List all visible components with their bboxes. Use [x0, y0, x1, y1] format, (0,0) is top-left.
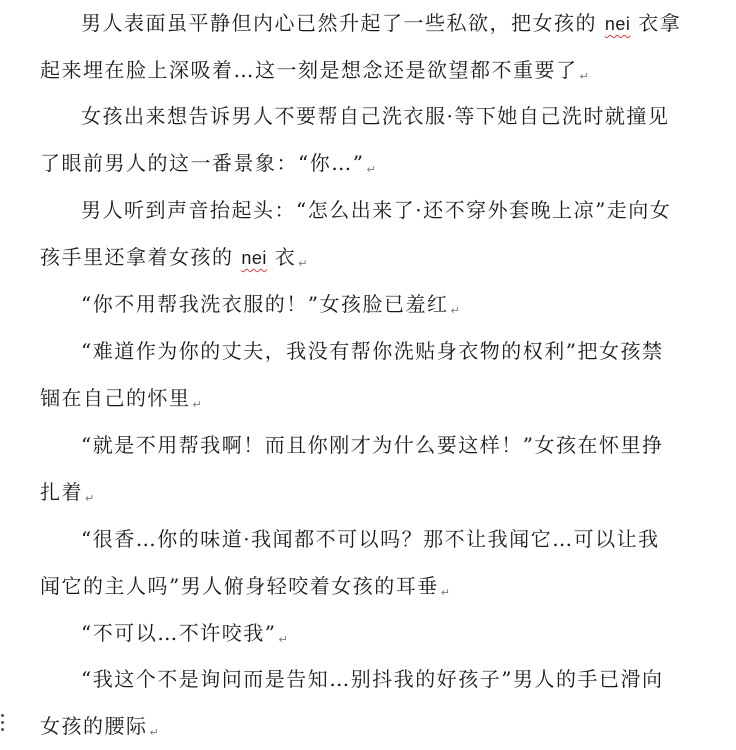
text-run: “我这个不是询问而是告知…别抖我的好孩子”男人的手已滑向 — [81, 667, 664, 691]
paragraph-2-line-1 — [81, 102, 670, 130]
paragraph-mark-icon: ↵ — [298, 257, 308, 270]
text-run: 衣 — [266, 245, 297, 269]
paragraph-5-line-1 — [81, 337, 666, 365]
paragraph-1-line-2 — [40, 56, 666, 84]
text-run: “难道作为你的丈夫，我没有帮你洗贴身衣物的权利”把女孩禁 — [81, 339, 664, 363]
paragraph-mark-icon: ↵ — [85, 492, 95, 505]
text-run: 女孩出来想告诉男人不要帮自己洗衣服·等下她自己洗时就撞见 — [81, 104, 670, 128]
text-run: 闻它的主人吗”男人俯身轻咬着女孩的耳垂 — [40, 574, 439, 598]
text-run: “你不用帮我洗衣服的！”女孩脸已羞红 — [81, 292, 449, 316]
text-run: 男人表面虽平静但内心已然升起了一些私欲，把女孩的 — [81, 11, 605, 35]
paragraph-mark-icon: ↵ — [149, 726, 159, 739]
text-run: “很香…你的味道·我闻都不可以吗？那不让我闻它…可以让我 — [81, 527, 660, 551]
paragraph-3-line-1 — [81, 196, 672, 224]
paragraph-mark-icon: ↵ — [192, 398, 202, 411]
paragraph-7-line-2 — [40, 572, 666, 600]
misspelled-word: nei — [241, 248, 267, 268]
paragraph-6-line-1 — [81, 431, 666, 459]
paragraph-3-line-2 — [40, 243, 666, 271]
paragraph-mark-icon: ↵ — [366, 163, 376, 176]
paragraph-mark-icon: ↵ — [278, 633, 288, 646]
text-run: 起来埋在脸上深吸着…这一刻是想念还是欲望都不重要了 — [40, 58, 578, 82]
paragraph-6-line-2 — [40, 478, 666, 506]
text-run: 了眼前男人的这一番景象：“你…” — [40, 151, 365, 175]
paragraph-mark-icon: ↵ — [440, 586, 450, 599]
paragraph-mark-icon: ↵ — [579, 70, 589, 83]
text-run: “就是不用帮我啊！而且你刚才为什么要这样！”女孩在怀里挣 — [81, 433, 664, 457]
paragraph-9-line-2 — [40, 712, 666, 740]
paragraph-8-line-1 — [81, 619, 666, 647]
text-run: 锢在自己的怀里 — [40, 386, 191, 410]
text-run: 男人听到声音抬起头：“怎么出来了·还不穿外套晚上凉”走向女 — [81, 198, 672, 222]
paragraph-mark-icon: ↵ — [450, 304, 460, 317]
text-run: 衣拿 — [630, 11, 682, 35]
paragraph-7-line-1 — [81, 525, 666, 553]
paragraph-5-line-2 — [40, 384, 666, 412]
drag-handle-icon[interactable] — [0, 714, 6, 736]
paragraph-9-line-1 — [81, 665, 666, 693]
text-run: 女孩的腰际 — [40, 714, 148, 738]
text-run: “不可以…不许咬我” — [81, 621, 277, 645]
misspelled-word: nei — [604, 14, 631, 34]
paragraph-2-line-2 — [40, 149, 666, 177]
text-run: 孩手里还拿着女孩的 — [40, 245, 242, 269]
paragraph-1-line-1 — [81, 9, 682, 37]
paragraph-4-line-1 — [81, 290, 666, 318]
text-run: 扎着 — [40, 480, 83, 504]
